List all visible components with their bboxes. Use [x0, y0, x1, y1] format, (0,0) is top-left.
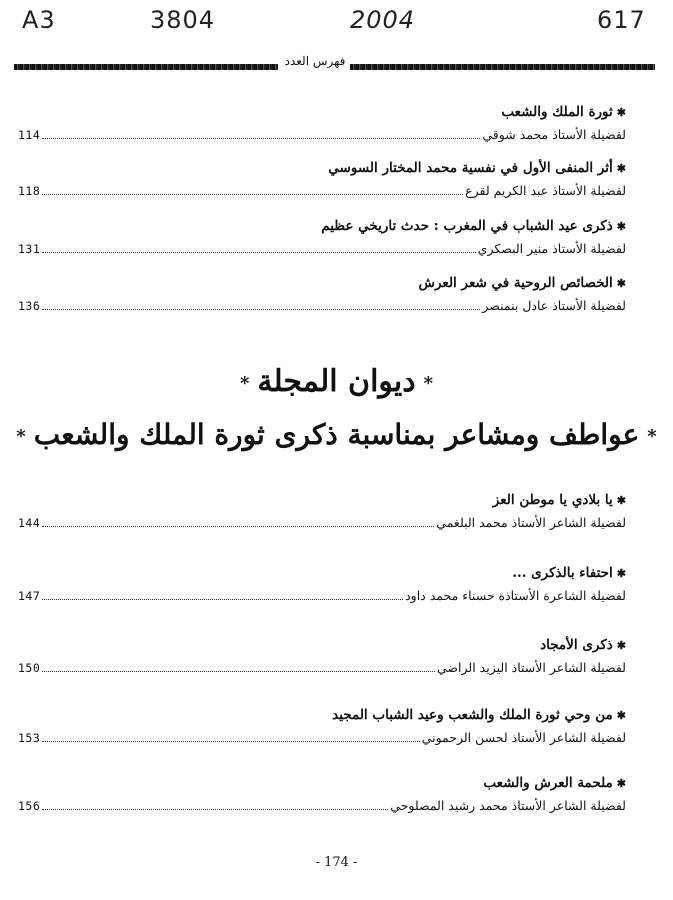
entry-page: 136 — [18, 299, 41, 313]
dot-leader — [42, 138, 480, 139]
entry-page: 118 — [18, 184, 41, 198]
bullet-star-icon: ✱ — [616, 708, 626, 722]
entry-author: لفضيلة الأستاذ محمد شوقي — [482, 127, 626, 142]
bullet-star-icon: ✱ — [616, 776, 626, 790]
handwritten-a3: A3 — [22, 6, 56, 34]
header-rule-left — [14, 64, 278, 70]
diwan-title: ديوان المجلة — [257, 364, 416, 399]
toc-entry — [18, 773, 626, 816]
bullet-star-icon: ✱ — [616, 493, 626, 507]
handwritten-year: 2004 — [350, 6, 416, 34]
entry-page: 131 — [18, 242, 41, 256]
toc-entry — [18, 158, 626, 201]
entry-page: 114 — [18, 128, 41, 142]
entry-author: لفضيلة الشاعر الأستاذ لحسن الرحموني — [421, 730, 626, 745]
entry-author: لفضيلة الأستاذ عادل بنمنصر — [482, 298, 626, 313]
entry-title: ذكرى عيد الشباب في المغرب : حدث تاريخي عظيم — [321, 218, 613, 234]
dot-leader — [42, 741, 419, 742]
bullet-star-icon: ✱ — [616, 219, 626, 233]
dot-leader — [42, 252, 475, 253]
toc-entry — [18, 705, 626, 748]
dot-leader — [42, 671, 435, 672]
bullet-star-icon: ✱ — [616, 161, 626, 175]
entry-title: من وحي ثورة الملك والشعب وعيد الشباب المجيد — [332, 707, 613, 723]
toc-entry — [18, 216, 626, 259]
toc-entry — [18, 635, 626, 678]
entry-author: لفضيلة الشاعر الأستاذ محمد البلغمي — [436, 515, 626, 530]
star-icon: * — [647, 426, 657, 447]
entry-page: 147 — [18, 589, 41, 603]
entry-title: ثورة الملك والشعب — [501, 104, 613, 120]
header-label: فهرس العدد — [284, 54, 346, 68]
dot-leader — [42, 526, 434, 527]
toc-entry — [18, 563, 626, 606]
entry-title: يا بلادي يا موطن العز — [492, 492, 613, 508]
page-number: - 174 - — [315, 855, 358, 870]
toc-entry — [18, 102, 626, 145]
entry-page: 153 — [18, 731, 41, 745]
entry-author: لفضيلة الشاعر الأستاذ اليزيد الراضي — [437, 660, 626, 675]
star-icon: * — [239, 372, 250, 394]
diwan-heading — [0, 364, 673, 399]
entry-title: ذكرى الأمجاد — [540, 637, 613, 653]
header-rule-right — [350, 64, 655, 70]
star-icon: * — [423, 372, 434, 394]
toc-entry — [18, 490, 626, 533]
bullet-star-icon: ✱ — [616, 566, 626, 580]
toc-entry — [18, 273, 626, 316]
entry-author: لفضيلة الأستاذ عبد الكريم لقرع — [465, 183, 626, 198]
entry-title: أثر المنفى الأول في نفسية محمد المختار السوسي — [328, 160, 613, 176]
entry-author: لفضيلة الشاعرة الأستاذة حسناء محمد داود — [405, 588, 626, 603]
entry-title: احتفاء بالذكرى ... — [512, 565, 613, 581]
entry-page: 156 — [18, 799, 41, 813]
entry-title: الخصائص الروحية في شعر العرش — [418, 275, 613, 291]
bullet-star-icon: ✱ — [616, 276, 626, 290]
bullet-star-icon: ✱ — [616, 638, 626, 652]
entry-title: ملحمة العرش والشعب — [483, 775, 613, 791]
dot-leader — [42, 599, 403, 600]
diwan-subheading — [0, 418, 673, 451]
entry-author: لفضيلة الأستاذ منير البصكري — [477, 241, 626, 256]
handwritten-number: 3804 — [150, 6, 216, 34]
entry-page: 150 — [18, 661, 41, 675]
entry-page: 144 — [18, 516, 41, 530]
star-icon: * — [16, 426, 26, 447]
dot-leader — [42, 809, 388, 810]
dot-leader — [42, 194, 463, 195]
bullet-star-icon: ✱ — [616, 105, 626, 119]
entry-author: لفضيلة الشاعر الأستاذ محمد رشيد المصلوحي — [390, 798, 626, 813]
handwritten-page: 617 — [597, 6, 646, 34]
dot-leader — [42, 309, 480, 310]
diwan-subtitle: عواطف ومشاعر بمناسبة ذكرى ثورة الملك والشعب — [33, 418, 640, 451]
